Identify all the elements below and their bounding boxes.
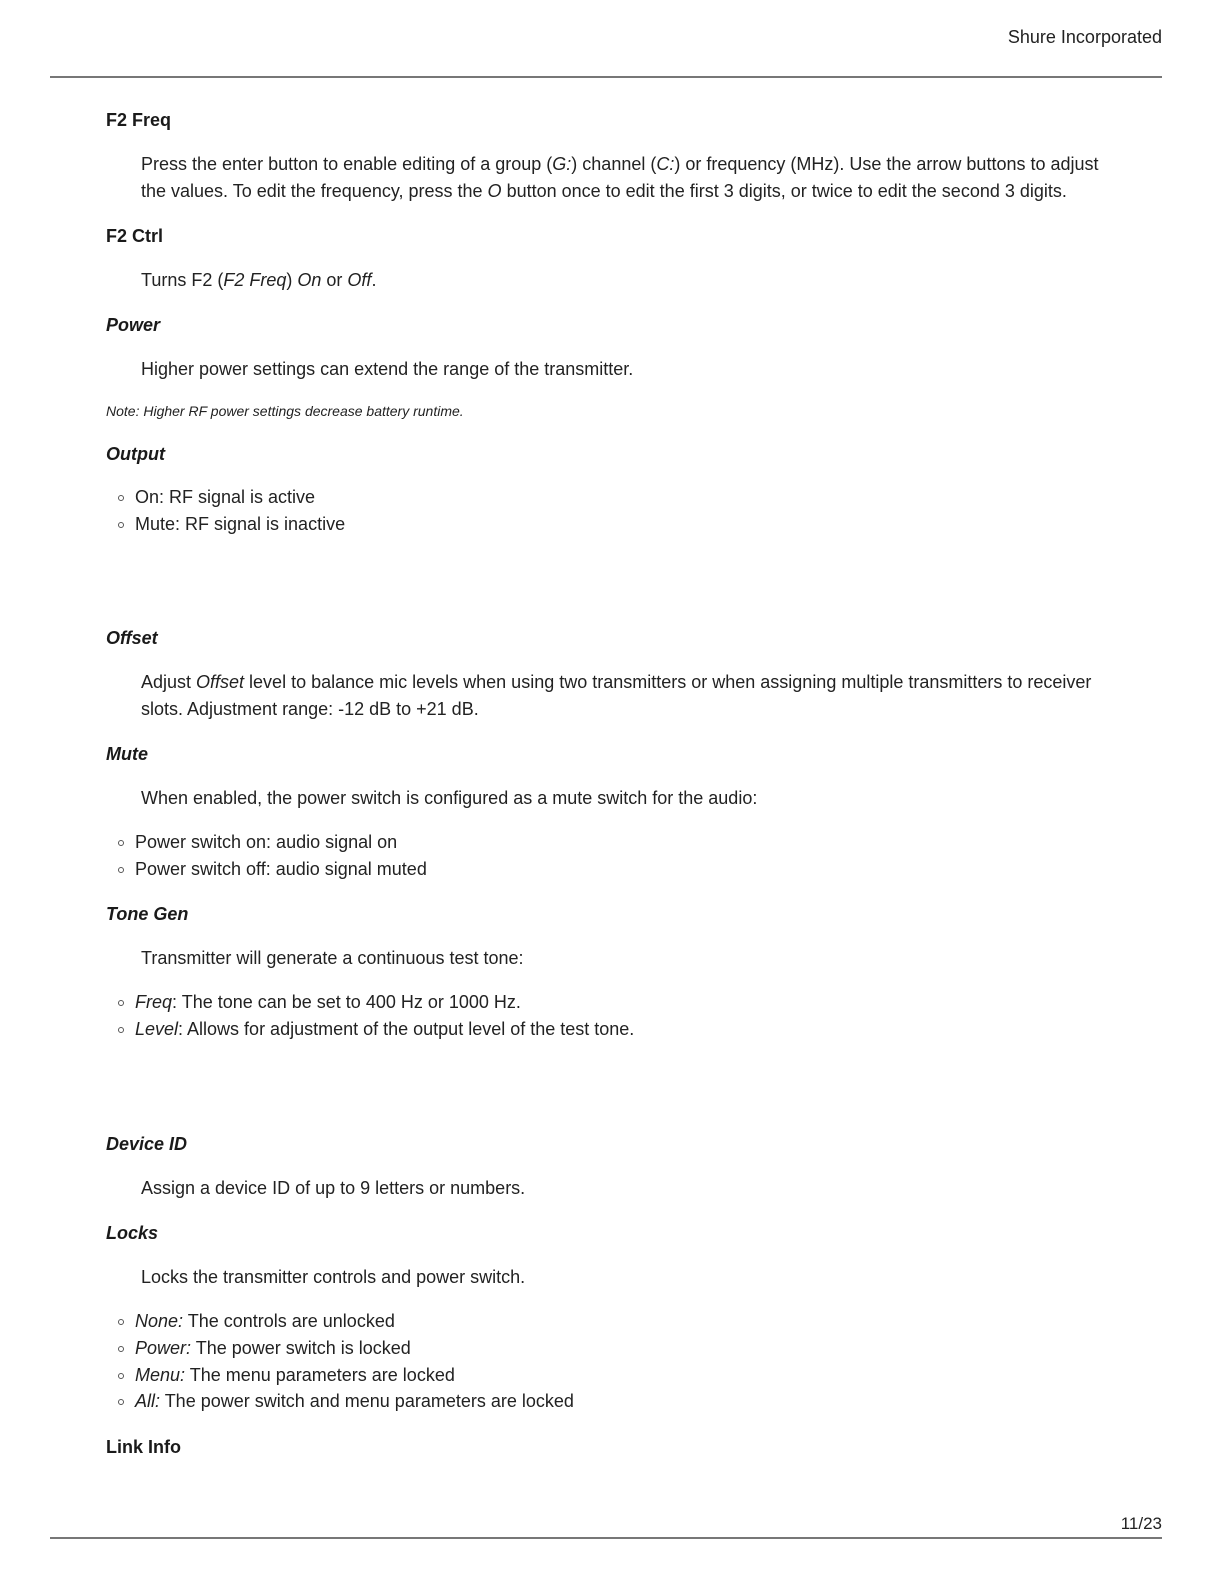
tone-gen-description: Transmitter will generate a continuous test tone: [141,948,524,968]
list-item: Power switch off: audio signal muted [106,856,427,883]
list-item: Menu: The menu parameters are locked [106,1362,574,1389]
heading-device-id: Device ID [106,1134,188,1154]
power-note: Note: Higher RF power settings decrease battery runtime. [106,403,464,419]
locks-description: Locks the transmitter controls and power switch. [141,1267,526,1287]
heading-power: Power [106,315,161,335]
heading-f2-ctrl: F2 Ctrl [106,226,164,246]
heading-f2-freq: F2 Freq [106,110,172,130]
heading-locks: Locks [106,1223,159,1243]
tone-gen-list [106,989,634,1043]
power-description: Higher power settings can extend the range of the transmitter. [141,359,634,379]
heading-mute: Mute [106,744,148,764]
footer-divider [50,1537,1162,1539]
list-item: Freq: The tone can be set to 400 Hz or 1000 Hz. [106,989,634,1016]
page-number: 11/23 [1120,1514,1162,1533]
list-item: Level: Allows for adjustment of the output level of the test tone. [106,1016,634,1043]
list-item: Mute: RF signal is inactive [106,511,345,538]
f2-ctrl-description: Turns F2 (F2 Freq) On or Off. [141,270,377,290]
list-item: None: The controls are unlocked [106,1308,574,1335]
list-item: On: RF signal is active [106,484,345,511]
heading-output: Output [106,444,165,464]
device-id-description: Assign a device ID of up to 9 letters or numbers. [141,1178,526,1198]
list-item: All: The power switch and menu parameters are locked [106,1388,574,1415]
heading-offset: Offset [106,628,158,648]
offset-description: Adjust Offset level to balance mic levels when using two transmitters or when assigning multiple transmitters to receiver slots. Adjustment range: -12 dB to +21 dB. [141,672,1092,719]
list-item: Power switch on: audio signal on [106,829,427,856]
locks-list [106,1308,574,1415]
header-divider [50,76,1162,78]
heading-tone-gen: Tone Gen [106,904,189,924]
f2-freq-description: Press the enter button to enable editing of a group (G:) channel (C:) or frequency (MHz). Use the arrow buttons to adjust the values. To edit the frequency, press the O button once to edit the first 3 digits, or twice to edit the second 3 digits. [141,154,1099,201]
mute-list [106,829,427,883]
company-name: Shure Incorporated [1007,27,1162,47]
heading-link-info: Link Info [106,1437,181,1457]
list-item: Power: The power switch is locked [106,1335,574,1362]
mute-description: When enabled, the power switch is configured as a mute switch for the audio: [141,788,758,808]
output-list [106,484,345,538]
